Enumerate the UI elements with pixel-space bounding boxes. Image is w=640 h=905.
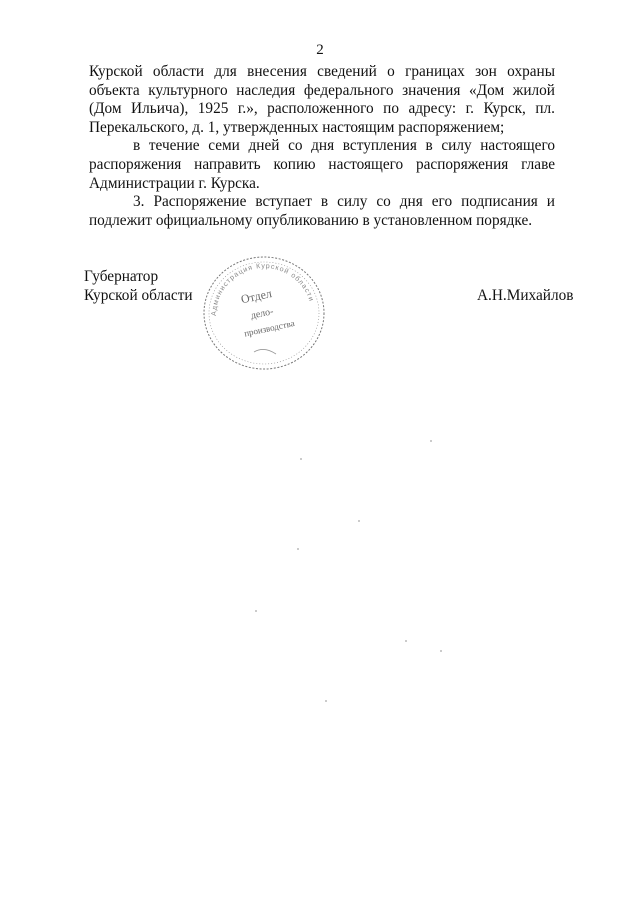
stamp-center-line1: Отдел [239, 286, 274, 307]
signatory-position [84, 268, 193, 305]
scan-speck [325, 700, 327, 702]
signature-scribble [254, 349, 276, 354]
official-stamp [194, 252, 334, 374]
scan-speck [440, 650, 442, 652]
scan-speck [297, 548, 299, 550]
signatory-name: А.Н.Михайлов [477, 287, 574, 304]
stamp-center-line2: дело- [249, 306, 275, 322]
position-region: Курской области [84, 286, 193, 304]
scan-speck [300, 458, 302, 460]
page-number: 2 [316, 42, 324, 58]
stamp-center-line3: производства [243, 318, 296, 339]
scan-speck [405, 640, 407, 642]
paragraph-entry-into-force: 3. Распоряжение вступает в силу со дня его подписания и подлежит официальному опубликованию в установленном порядке. [89, 193, 555, 229]
stamp-ring-text: Администрация Курской области [210, 262, 315, 317]
scan-speck [255, 610, 257, 612]
document-body [89, 63, 555, 230]
scan-speck [358, 520, 360, 522]
paragraph-continuation: Курской области для внесения сведений о границах зон охраны объекта культурного наследия федерального значения «Дом жилой (Дом Ильича), 1925 г.», расположенного по адресу: г. Курск, пл. Перекальского, д. 1, утвержденных настоящим распоряжением; [89, 63, 555, 136]
scan-speck [430, 440, 432, 442]
position-title: Губернатор [84, 268, 159, 285]
paragraph-send-copy: в течение семи дней со дня вступления в силу настоящего распоряжения направить копию настоящего распоряжения главе Администрации г. Курска. [89, 137, 555, 192]
